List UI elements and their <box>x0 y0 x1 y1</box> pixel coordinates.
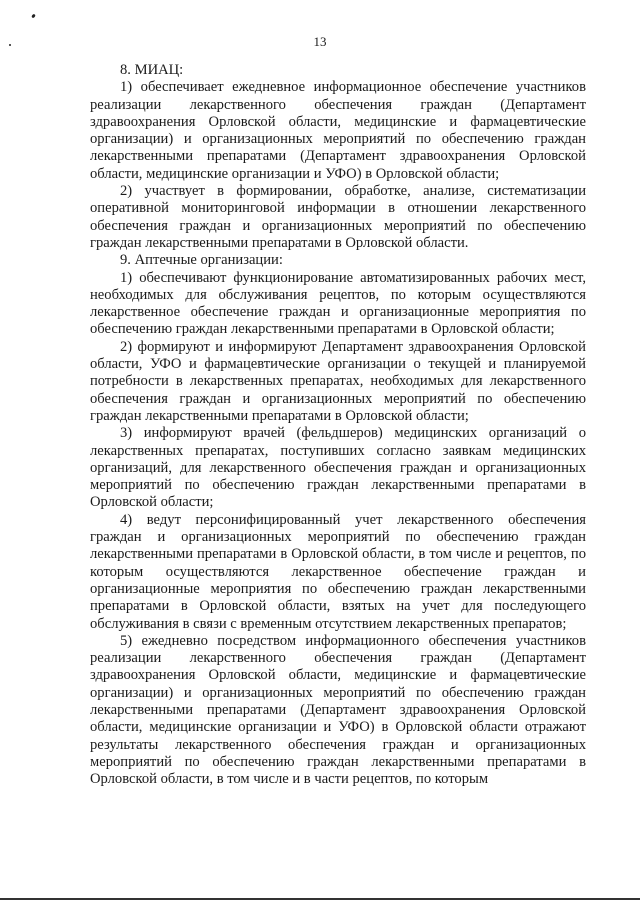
paragraph: 5) ежедневно посредством информационного обеспечения участников реализации лекарственного обеспечения граждан (Департамент здравоохранения Орловской области, медицинские и фармацевтические организации) и организационных мероприятий по обеспечению граждан лекарственными препаратами (Департамент здравоохранения Орловской области, медицинские организации и УФО) в Орловской области отражают результаты лекарственного обеспечения граждан и организационных мероприятий по обеспечению граждан лекарственными препаратами в Орловской области, в том числе и в части рецептов, по которым <box>90 632 586 788</box>
document-body <box>90 62 586 788</box>
paragraph: 2) участвует в формировании, обработке, анализе, систематизации оперативной мониторинговой информации в отношении лекарственного обеспечения граждан и организационных мероприятий по обеспечению граждан лекарственными препаратами в Орловской области. <box>90 183 586 251</box>
scan-speck <box>31 14 36 19</box>
section-heading-pharmacies: 9. Аптечные организации: <box>120 252 283 269</box>
paragraph: 1) обеспечивают функционирование автоматизированных рабочих мест, необходимых для обслуживания рецептов, по которым осуществляются лекарственное обеспечение граждан и организационные мероприятия по обеспечению граждан лекарственными препаратами в Орловской области; <box>90 269 586 338</box>
paragraph: 3) информируют врачей (фельдшеров) медицинских организаций о лекарственных препаратах, поступивших согласно заявкам медицинских организаций, для лекарственного обеспечения граждан и организационных мероприятий по обеспечению граждан лекарственными препаратами в Орловской области; <box>90 425 586 511</box>
section-heading-miac: 8. МИАЦ: <box>120 62 184 78</box>
paragraph: 1) обеспечивает ежедневное информационное обеспечение участников реализации лекарственного обеспечения граждан (Департамент здравоохранения Орловской области, медицинские и фармацевтические организации) и организационных мероприятий по обеспечению граждан лекарственными препаратами (Департамент здравоохранения Орловской области, медицинские организации и УФО) в Орловской области; <box>90 79 586 182</box>
scan-edge-line <box>0 898 640 900</box>
paragraph: 2) формируют и информируют Департамент здравоохранения Орловской области, УФО и фармацевтические организации о текущей и планируемой потребности в лекарственных препаратах, необходимых для лекарственного обеспечения граждан и организационных мероприятий по обеспечению граждан лекарственными препаратами в Орловской области; <box>90 338 586 424</box>
page-number: 13 <box>313 34 327 49</box>
paragraph: 4) ведут персонифицированный учет лекарственного обеспечения граждан и организационных мероприятий по обеспечению граждан лекарственными препаратами в Орловской области, в том числе и рецептов, по которым осуществляются лекарственное обеспечение граждан и организационные мероприятия по обеспечению граждан лекарственными препаратами в Орловской области, взятых на учет для последующего обслуживания в связи с временным отсутствием лекарственных препаратов; <box>90 511 586 632</box>
